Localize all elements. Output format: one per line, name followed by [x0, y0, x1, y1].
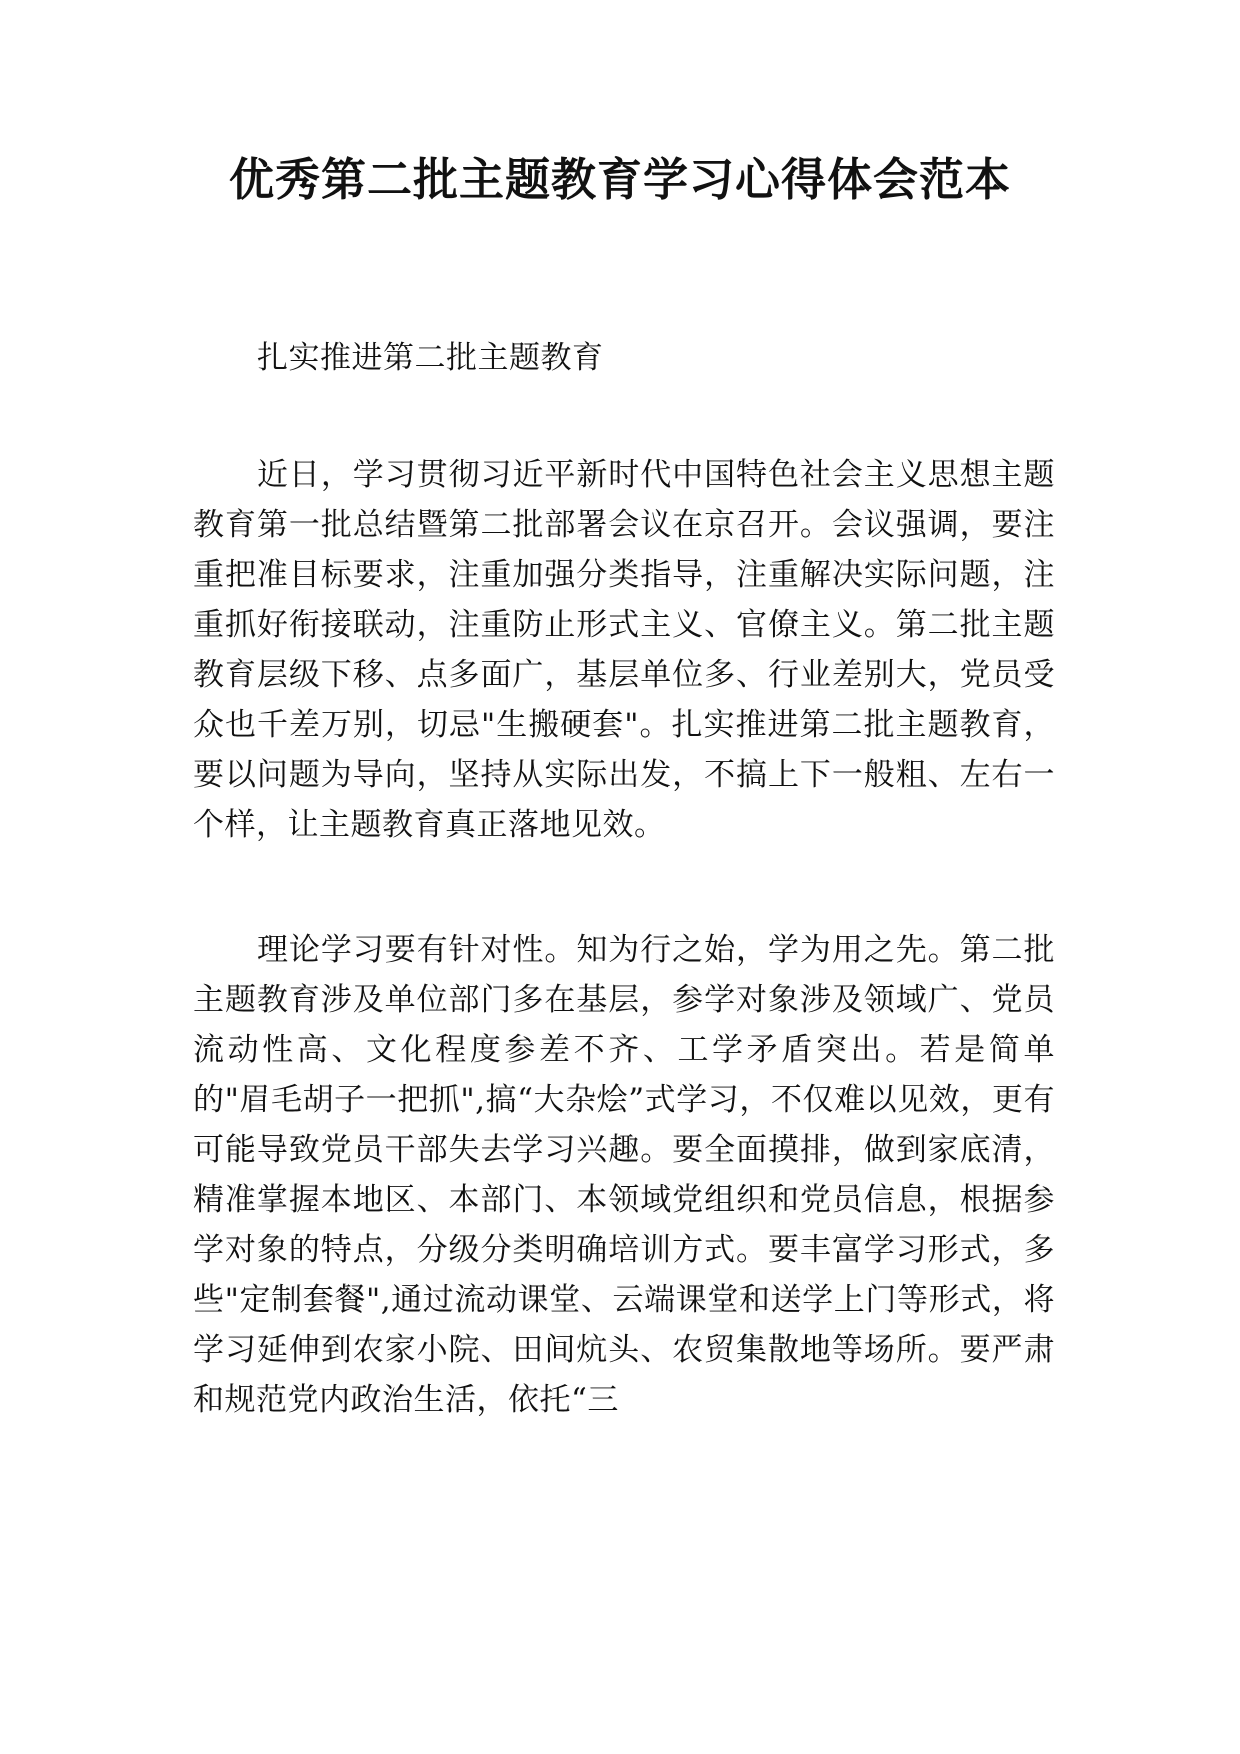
section-subheading: 扎实推进第二批主题教育: [257, 340, 604, 376]
body-paragraph: 理论学习要有针对性。知为行之始，学为用之先。第二批主题教育涉及单位部门多在基层，参学对象涉及领域广、党员流动性高、文化程度参差不齐、工学矛盾突出。若是简单的"眉毛胡子一把抓",搞“大杂烩”式学习，不仅难以见效，更有可能导致党员干部失去学习兴趣。要全面摸排，做到家底清，精准掌握本地区、本部门、本领域党组织和党员信息，根据参学对象的特点，分级分类明确培训方式。要丰富学习形式，多些"定制套餐",通过流动课堂、云端课堂和送学上门等形式，将学习延伸到农家小院、田间炕头、农贸集散地等场所。要严肃和规范党内政治生活，依托“三: [193, 932, 1055, 1418]
document-title: 优秀第二批主题教育学习心得体会范本: [228, 153, 1011, 206]
body-paragraph: 近日，学习贯彻习近平新时代中国特色社会主义思想主题教育第一批总结暨第二批部署会议在京召开。会议强调，要注重把准目标要求，注重加强分类指导，注重解决实际问题，注重抓好衔接联动，注重防止形式主义、官僚主义。第二批主题教育层级下移、点多面广，基层单位多、行业差别大，党员受众也千差万别，切忌"生搬硬套"。扎实推进第二批主题教育，要以问题为导向，坚持从实际出发，不搞上下一般粗、左右一个样，让主题教育真正落地见效。: [193, 457, 1055, 843]
